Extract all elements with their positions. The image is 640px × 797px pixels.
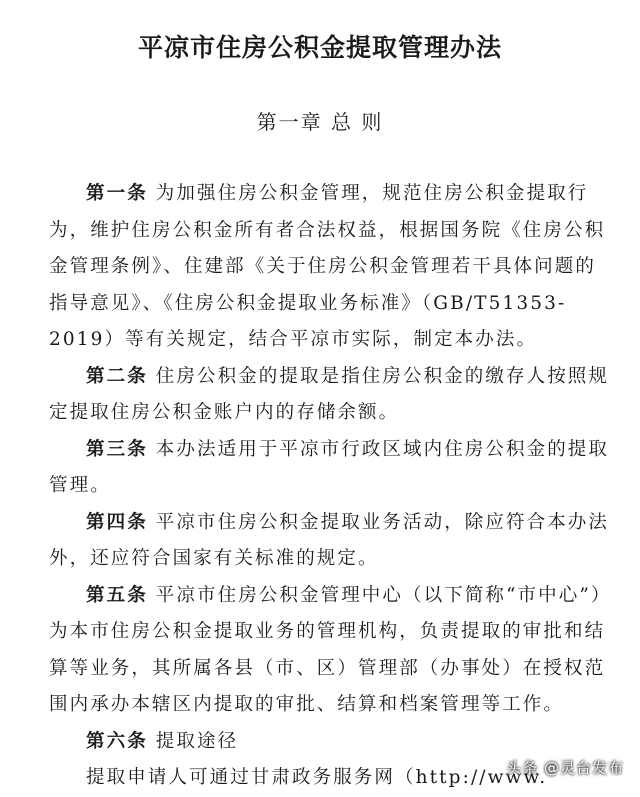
article-text: 为加强住房公积金管理，规范住房公积金提取行为，维护住房公积金所有者合法权益，根据国务院《住房公积金管理条例》、住建部《关于住房公积金管理若干具体问题的指导意见》、《住房公积金提取业务标准》（GB/T51353-2019）等有关规定，结合平凉市实际，制定本办法。 [49, 183, 606, 350]
article-1 [49, 176, 609, 359]
article-6 [49, 724, 609, 761]
article-text: 平凉市住房公积金管理中心（以下简称“市中心”）为本市住房公积金提取业务的管理机构，负责提取的审批和结算等业务，其所属各县（市、区）管理部（办事处）在授权范围内承办本辖区内提取的审批、结算和档案管理等工作。 [49, 584, 606, 715]
document-body [49, 176, 609, 797]
article-text: 平凉市住房公积金提取业务活动，除应符合本办法外，还应符合国家有关标准的规定。 [49, 511, 609, 569]
article-5 [49, 578, 609, 724]
article-4 [49, 505, 609, 578]
article-3 [49, 432, 609, 505]
article-text: 住房公积金的提取是指住房公积金的缴存人按照规定提取住房公积金账户内的存储余额。 [49, 365, 609, 423]
article-label: 第三条 [86, 438, 148, 460]
article-text: 本办法适用于平凉市行政区域内住房公积金的提取管理。 [49, 438, 609, 496]
chapter-title: 第一章 总 则 [256, 110, 384, 134]
article-label: 第五条 [86, 584, 148, 606]
article-text: 提取途径 [147, 730, 239, 752]
watermark: 头条 @灵台发布 [506, 759, 624, 777]
trailing-paragraph: 提取申请人可通过甘肃政务服务网（http://www. [86, 767, 548, 788]
article-label: 第二条 [86, 365, 148, 387]
article-2 [49, 359, 609, 432]
article-label: 第六条 [86, 730, 148, 752]
article-label: 第一条 [86, 183, 148, 204]
document-title: 平凉市住房公积金提取管理办法 [137, 33, 502, 62]
article-label: 第四条 [86, 511, 148, 533]
